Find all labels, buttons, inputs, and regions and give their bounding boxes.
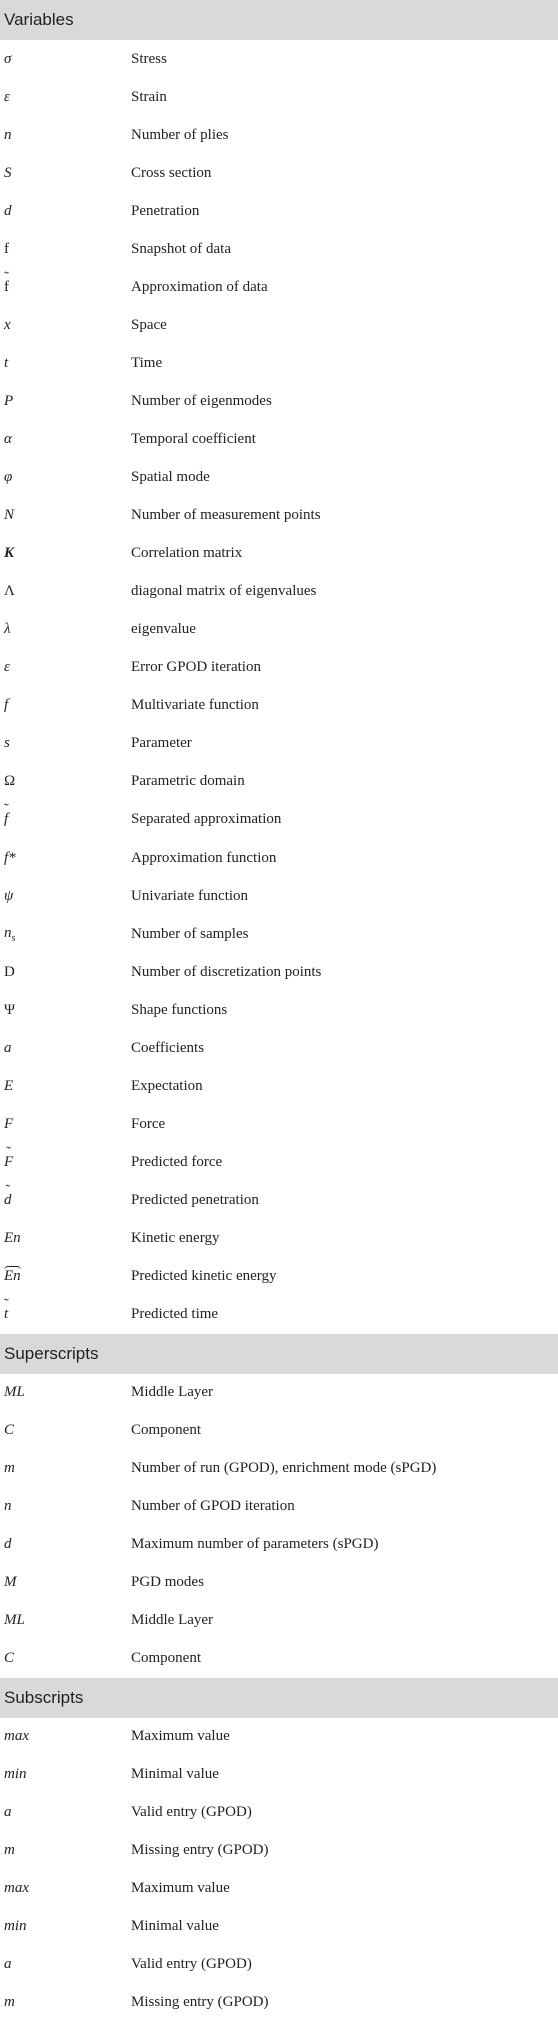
symbol: n: [4, 126, 12, 143]
description: Component: [131, 1422, 201, 1439]
symbol: En: [4, 1268, 21, 1285]
description: Approximation of data: [131, 278, 268, 295]
table-row: [0, 991, 558, 1029]
table-row: [0, 154, 558, 192]
table-row: [0, 40, 558, 78]
symbol: ε: [4, 88, 10, 105]
description: Predicted penetration: [131, 1191, 259, 1208]
description: Missing entry (GPOD): [131, 1842, 269, 1859]
symbol: f: [4, 240, 9, 257]
symbol: max: [4, 1728, 29, 1745]
table-row: [0, 78, 558, 116]
description: eigenvalue: [131, 621, 196, 638]
description: Maximum value: [131, 1880, 230, 1897]
table-row: [0, 877, 558, 915]
table-row: [0, 915, 558, 953]
description: Missing entry (GPOD): [131, 1994, 269, 2011]
table-row: [0, 116, 558, 154]
symbol: ˜ f: [4, 279, 9, 296]
description: Maximum value: [131, 1728, 230, 1745]
section-header-superscripts: Superscripts: [0, 1334, 558, 1374]
table-row: [0, 839, 558, 877]
table-row: [0, 268, 558, 306]
description: Number of GPOD iteration: [131, 1498, 295, 1515]
section-header-subscripts: Subscripts: [0, 1678, 558, 1718]
description: Univariate function: [131, 887, 249, 904]
table-row: [0, 1374, 558, 1412]
table-row: [0, 1219, 558, 1257]
symbol: x: [4, 316, 11, 333]
table-row: [0, 1564, 558, 1602]
description: Number of eigenmodes: [131, 392, 272, 409]
table-row: [0, 1718, 558, 1756]
description: Kinetic energy: [131, 1229, 220, 1246]
description: Shape functions: [131, 1001, 228, 1018]
table-row: [0, 1602, 558, 1640]
table-row: [0, 1908, 558, 1946]
symbol: n: [4, 924, 12, 941]
symbol: σ: [4, 50, 12, 67]
description: Middle Layer: [131, 1612, 214, 1629]
table-row: [0, 420, 558, 458]
symbol: m: [4, 1460, 15, 1477]
description: Cross section: [131, 164, 212, 181]
symbol: d: [4, 1536, 12, 1553]
symbol: m: [4, 1842, 15, 1859]
table-row: [0, 1794, 558, 1832]
table-row: [0, 1412, 558, 1450]
description: Stress: [131, 50, 167, 67]
symbol: n: [4, 1498, 12, 1515]
symbol: En: [4, 1229, 21, 1246]
table-row: [0, 1488, 558, 1526]
symbol: a: [4, 1039, 12, 1056]
description: PGD modes: [131, 1574, 204, 1591]
symbol: Ψ: [4, 1001, 16, 1018]
description: Penetration: [131, 202, 200, 219]
table-row: [0, 459, 558, 497]
description: Strain: [131, 88, 167, 105]
table-row: [0, 1526, 558, 1564]
table-row: [0, 497, 558, 535]
description: Expectation: [131, 1077, 203, 1094]
table-row: [0, 306, 558, 344]
symbol: m: [4, 1994, 15, 2011]
table-row: [0, 1296, 558, 1334]
description: Spatial mode: [131, 469, 210, 486]
table-row: [0, 230, 558, 268]
table-row: [0, 535, 558, 573]
table-row: [0, 1946, 558, 1984]
table-row: [0, 1756, 558, 1794]
table-row: [0, 1832, 558, 1870]
table-row: [0, 382, 558, 420]
symbol: N: [4, 507, 15, 524]
table-row: [0, 953, 558, 991]
symbol: E: [4, 1077, 14, 1094]
table-row: [0, 1143, 558, 1181]
description: Approximation function: [131, 849, 277, 866]
symbol: f: [4, 697, 9, 714]
symbol: t: [4, 354, 9, 371]
description: Middle Layer: [131, 1384, 214, 1401]
symbol: s: [4, 735, 10, 752]
symbol: P: [4, 392, 14, 409]
description: Correlation matrix: [131, 545, 243, 562]
description: Force: [131, 1115, 166, 1132]
description: Predicted kinetic energy: [131, 1268, 277, 1285]
description: Parameter: [131, 735, 192, 752]
table-row: [0, 1640, 558, 1678]
description: Minimal value: [131, 1918, 219, 1935]
description: Valid entry (GPOD): [131, 1804, 252, 1821]
symbol: a: [4, 1956, 12, 1973]
symbol: f*: [4, 849, 16, 866]
table-row: [0, 1870, 558, 1908]
description: diagonal matrix of eigenvalues: [131, 583, 317, 600]
description: Maximum number of parameters (sPGD): [131, 1536, 379, 1553]
symbol: F: [4, 1115, 14, 1132]
description: Number of samples: [131, 925, 249, 942]
section-header-variables: Variables: [0, 0, 558, 40]
description: Predicted time: [131, 1306, 219, 1323]
description: Number of discretization points: [131, 963, 322, 980]
description: Multivariate function: [131, 697, 259, 714]
symbol: C: [4, 1422, 15, 1439]
symbol: ML: [4, 1384, 25, 1401]
symbol: min: [4, 1918, 27, 1935]
description: Number of plies: [131, 126, 229, 143]
description: Coefficients: [131, 1039, 205, 1056]
symbol: Ω: [4, 773, 16, 790]
symbol: ˜ f: [4, 811, 8, 828]
description: Separated approximation: [131, 811, 282, 828]
symbol: α: [4, 430, 12, 447]
table-row: [0, 1450, 558, 1488]
symbol: ˜ t: [4, 1306, 8, 1323]
table-row: [0, 573, 558, 611]
table-row: [0, 725, 558, 763]
description: Minimal value: [131, 1766, 219, 1783]
description: Snapshot of data: [131, 240, 231, 257]
description: Component: [131, 1650, 201, 1667]
symbol: max: [4, 1880, 29, 1897]
symbol: min: [4, 1766, 27, 1783]
symbol: ˜ d: [4, 1192, 12, 1209]
table-row: [0, 1258, 558, 1296]
description: Error GPOD iteration: [131, 659, 261, 676]
symbol: a: [4, 1804, 12, 1821]
symbol: λ: [4, 621, 11, 638]
table-row: [0, 1067, 558, 1105]
description: Parametric domain: [131, 773, 245, 790]
description: Number of measurement points: [131, 507, 321, 524]
symbol: S: [4, 164, 12, 181]
symbol: ε: [4, 659, 10, 676]
table-row: [0, 763, 558, 801]
description: Space: [131, 316, 167, 333]
table-row: [0, 687, 558, 725]
symbol: D: [4, 963, 15, 980]
description: Temporal coefficient: [131, 430, 256, 447]
description: Number of run (GPOD), enrichment mode (sPGD): [131, 1460, 437, 1477]
symbol: M: [4, 1574, 17, 1591]
table-row: [0, 192, 558, 230]
symbol: ψ: [4, 887, 14, 904]
symbol: K: [4, 545, 15, 562]
symbol: C: [4, 1650, 15, 1667]
table-row: [0, 1181, 558, 1219]
table-row: [0, 801, 558, 839]
symbol: ML: [4, 1612, 25, 1629]
table-row: [0, 649, 558, 687]
symbol: φ: [4, 469, 13, 486]
table-row: [0, 1984, 558, 2022]
table-row: [0, 1105, 558, 1143]
symbol-subscript: s: [11, 932, 16, 944]
symbol: ˜ F: [4, 1154, 13, 1171]
symbol: d: [4, 202, 12, 219]
description: Time: [131, 354, 163, 371]
symbol: Λ: [4, 583, 15, 600]
table-row: [0, 344, 558, 382]
description: Valid entry (GPOD): [131, 1956, 252, 1973]
table-row: [0, 611, 558, 649]
table-row: [0, 1029, 558, 1067]
description: Predicted force: [131, 1153, 223, 1170]
